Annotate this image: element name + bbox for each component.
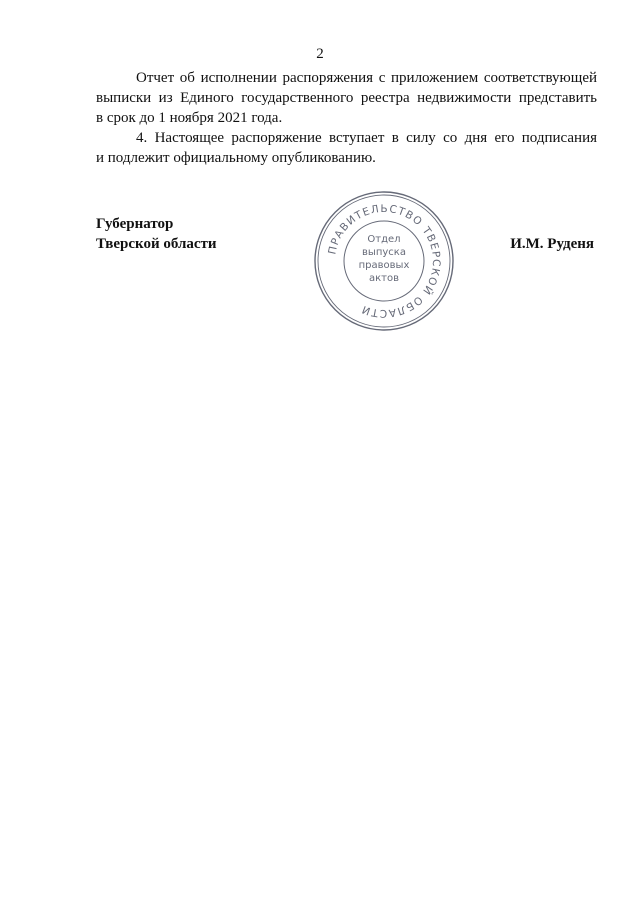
signer-title <box>96 214 217 254</box>
paragraph-line: и подлежит официальному опубликованию. <box>96 150 376 166</box>
paragraph-report <box>96 68 597 128</box>
seal-icon <box>313 190 455 332</box>
paragraph-line: Отчет об исполнении распоряжения с приложением соответствующей <box>136 70 597 86</box>
paragraph-line: в срок до 1 ноября 2021 года. <box>96 110 283 126</box>
signer-title-line: Тверской области <box>96 236 217 252</box>
seal-center-line: выпуска <box>362 247 406 258</box>
paragraph-item-4 <box>96 128 597 168</box>
seal-center-line: актов <box>368 273 400 284</box>
signer-name: И.М. Руденя <box>510 236 594 252</box>
body-text <box>96 68 597 168</box>
seal-ring-text-path: ПРАВИТЕЛЬСТВО ТВЕРСКОЙ ОБЛАСТИ <box>326 202 443 320</box>
page-number: 2 <box>316 46 324 62</box>
official-seal <box>313 190 455 332</box>
seal-center-line: правовых <box>358 260 410 271</box>
paragraph-line: выписки из Единого государственного реестра недвижимости представить <box>96 90 597 106</box>
paragraph-line: 4. Настоящее распоряжение вступает в силу со дня его подписания <box>136 130 597 146</box>
seal-center-line: Отдел <box>367 234 401 245</box>
signer-title-line: Губернатор <box>96 216 174 232</box>
